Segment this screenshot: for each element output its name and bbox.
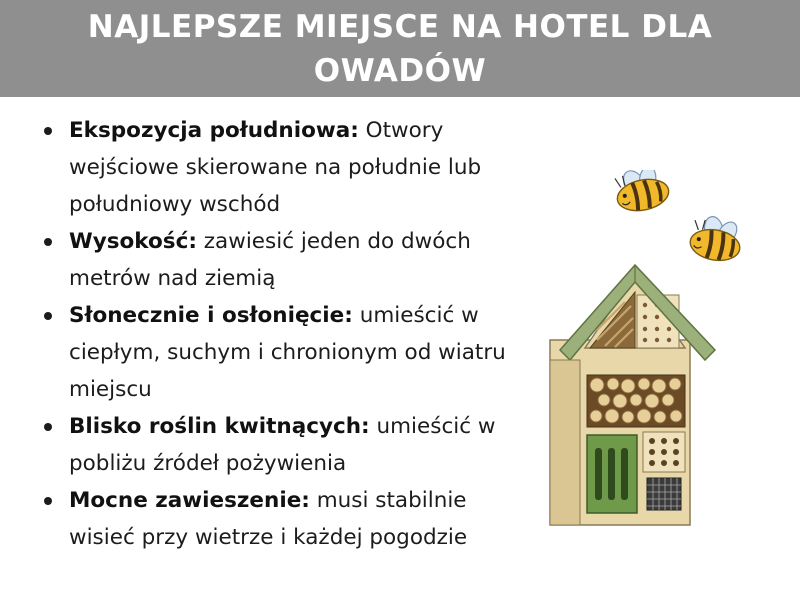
list-item xyxy=(40,297,510,408)
item-term: Mocne zawieszenie: xyxy=(69,488,310,513)
bullet-icon xyxy=(44,497,52,505)
item-text: Otwory wejściowe skierowane na południe lub południowy wschód xyxy=(69,118,482,217)
item-term: Blisko roślin kwitnących: xyxy=(69,414,370,439)
bee-icon xyxy=(688,211,745,264)
item-text: zawiesić jeden do dwóch metrów nad ziemią xyxy=(69,229,471,291)
title-banner xyxy=(0,0,800,97)
bullet-icon xyxy=(44,238,52,246)
list-item xyxy=(40,223,510,297)
bullet-icon xyxy=(44,423,52,431)
item-term: Słonecznie i osłonięcie: xyxy=(69,303,353,328)
tips-list xyxy=(40,112,510,556)
item-term: Wysokość: xyxy=(69,229,197,254)
item-text: musi stabilnie wisieć przy wietrze i każdej pogodzie xyxy=(69,488,468,550)
page-title: NAJLEPSZE MIEJSCE NA HOTEL DLA OWADÓW xyxy=(87,8,713,89)
list-item xyxy=(40,482,510,556)
item-term: Ekspozycja południowa: xyxy=(69,118,359,143)
bullet-icon xyxy=(44,127,52,135)
item-text: umieścić w ciepłym, suchym i chronionym od wiatru miejscu xyxy=(69,303,506,402)
insect-hotel xyxy=(550,265,715,525)
list-item xyxy=(40,408,510,482)
bullet-icon xyxy=(44,312,52,320)
insect-hotel-illustration xyxy=(525,170,795,540)
list-item xyxy=(40,112,510,223)
bee-icon xyxy=(611,170,671,215)
item-text: umieścić w pobliżu źródeł pożywienia xyxy=(69,414,496,476)
